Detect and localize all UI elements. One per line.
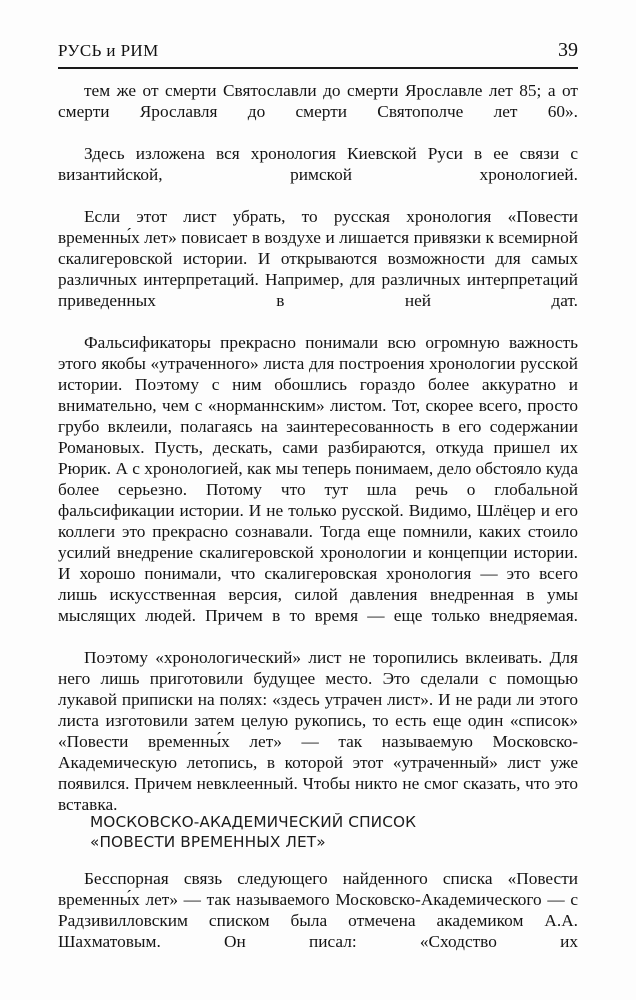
running-head-title: РУСЬ и РИМ	[58, 41, 159, 60]
paragraph-quote-tail: тем же от смерти Святославли до смерти Ярославле лет 85; а от смерти Ярославля до смерти Святополче лет 60».	[58, 81, 578, 121]
paragraph-shakhmatov: Бесспорная связь следующего найденного списка «Повести временны́х лет» — так называемого Московско-Академического — с Радзивилловским списком была отмечена академиком А.А. Шахматовым. Он писал: «Сходство их	[58, 869, 578, 951]
paragraph-chronology-kiev: Здесь изложена вся хронология Киевской Руси в ее связи с византийской, римской хронологией.	[58, 144, 578, 184]
header-rule	[58, 67, 578, 69]
section-heading-line-2: «ПОВЕСТИ ВРЕМЕННЫХ ЛЕТ»	[90, 833, 326, 851]
paragraph-if-sheet-removed: Если этот лист убрать, то русская хронология «Повести временны́х лет» повисает в воздухе и лишается привязки к всемирной скалигеровской истории. И открываются возможности для самых различных интерпретаций. Например, для различных интерпретаций приведенных в ней дат.	[58, 207, 578, 310]
section-heading	[90, 812, 560, 852]
paragraph-falsifiers: Фальсификаторы прекрасно понимали всю огромную важность этого якобы «утраченного» листа для построения хронологии русской истории. Поэтому с ним обошлись гораздо более аккуратно и внимательно, чем с «норманнским» листом. Тот, скорее всего, просто грубо вклеили, полагаясь на заинтересованность в его содержании Романовых. Пусть, дескать, сами разбираются, откуда пришел их Рюрик. А с хронологией, как мы теперь понимаем, дело обстояло куда более серьезно. Потому что тут шла речь о глобальной фальсификации истории. И не только русской. Видимо, Шлёцер и его коллеги это прекрасно сознавали. Тогда еще помнили, каких стоило усилий внедрение скалигеровской хронологии и концепции истории. И хорошо понимали, что скалигеровская хронология — это всего лишь искусственная версия, силой давления внедренная в умы мыслящих людей. Причем в то время — еще только внедряемая.	[58, 333, 578, 625]
body-text-block	[58, 80, 578, 836]
section-heading-line-1: МОСКОВСКО-АКАДЕМИЧЕСКИЙ СПИСОК	[90, 813, 417, 831]
paragraph-chronological-sheet: Поэтому «хронологический» лист не торопились вклеивать. Для него лишь приготовили будущее место. Это сделали с помощью лукавой приписки на полях: «здесь утрачен лист». И не ради ли этого листа изготовили затем целую рукопись, то есть еще один «список» «Повести временны́х лет» — так называемую Московско-Академическую летопись, в которой этот «утраченный» лист уже появился. Причем невклеенный. Чтобы никто не смог сказать, что это вставка.	[58, 648, 578, 814]
running-head	[58, 41, 578, 69]
section-body	[58, 868, 578, 973]
page-number: 39	[558, 39, 578, 61]
